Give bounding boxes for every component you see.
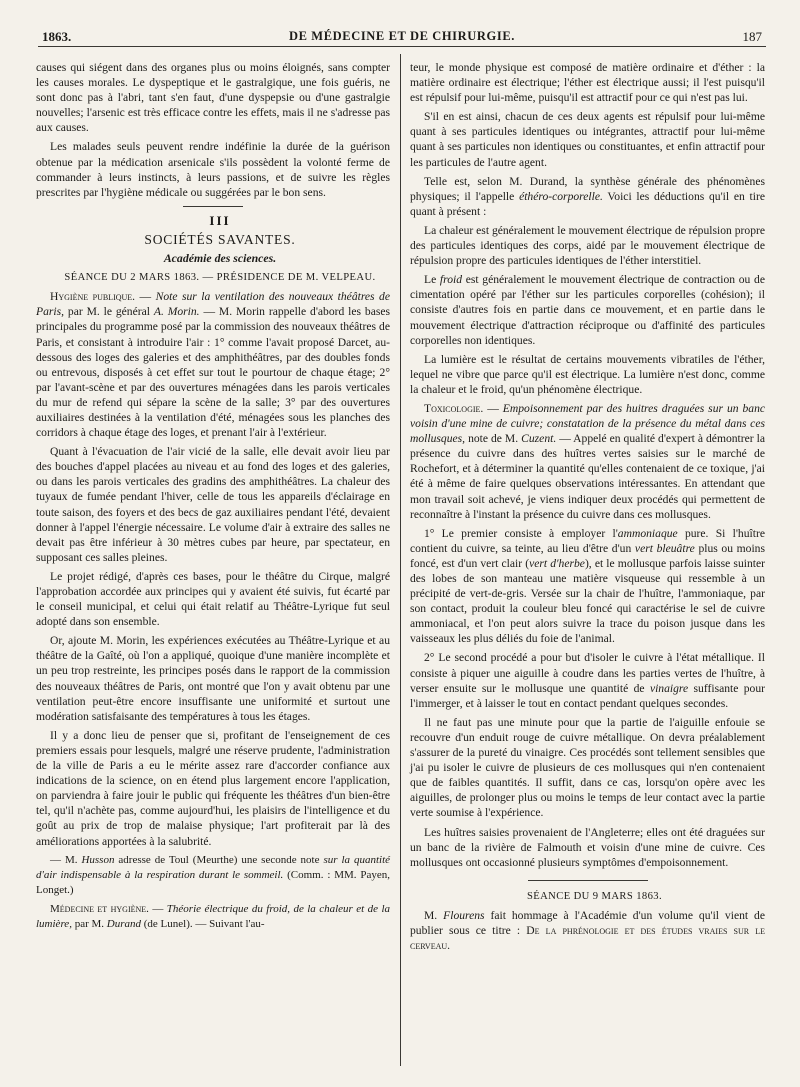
column-divider <box>400 54 401 1066</box>
text-run: Voici les déductions qu'il en tire quant à présent : <box>410 189 765 218</box>
text-run: — Appelé en qualité d'expert à démontrer la présence du cuivre dans des huîtres vertes saisies sur le marché de Rochefort, et à déterminer la quantité qu'elles contenaient de ce toxique, j'ai été à même de faire quelques observations intéressantes. En attendant que mon travail soit achevé, je viens indiquer deux procédés qui permettent de reconnaître à l'instant la présence du cuivre dans ces mollusques. <box>410 432 765 521</box>
paragraph: causes qui siégent dans des organes plus ou moins éloignés, sans compter les causes morales. Le dyspeptique et le gastralgique, une fois guéris, ne sont donc pas à l'abri, tant s'en faut, d'une dyspepsie ou d'une gastralgie nouvelles; l'arsenic est très efficace contre les effets, mais il ne s'adresse pas aux causes. <box>36 61 390 135</box>
paragraph <box>410 174 765 219</box>
term: vinaigre <box>649 681 689 695</box>
text-run: — M. <box>50 853 78 866</box>
paragraph <box>410 401 765 522</box>
note-title: Empoisonnement par des huitres draguées sur un banc voisin d'une mine de cuivre; constatation de la présence du métal dans ces mollusques, <box>410 401 766 446</box>
header-title: DE MÉDECINE ET DE CHIRURGIE. <box>289 29 515 43</box>
rubric-label: Toxicologie. — <box>424 401 499 415</box>
left-column <box>36 60 390 936</box>
rubric-label: Hygiène publique. — <box>50 290 152 304</box>
text-run: est généralement le mouvement électrique de contraction ou de cimentation opéré par l'éther sur les particules corporelles (cohésion); il consiste d'autres fois en partie dans ce mouvement, et en partie dans le mouvement électrique d'attraction réciproque ou d'affinité des particules corporelles non identiques. <box>410 273 765 347</box>
paragraph <box>36 853 390 898</box>
author-name: Flourens <box>443 908 485 922</box>
seance-heading: SÉANCE DU 9 MARS 1863. <box>526 890 663 902</box>
rubric-label: Médecine et hygiène. — <box>50 902 164 915</box>
page-header <box>38 26 766 47</box>
commission: (Comm. : MM. Payen, Longet.) <box>36 868 390 896</box>
paragraph <box>410 650 765 710</box>
author-name: Cuzent. <box>521 432 557 446</box>
text-run: plus ou moins foncé, est d'un vert clair ( <box>410 541 765 570</box>
text-run: adresse de Toul (Meurthe) une seconde note <box>118 853 320 866</box>
author-name: A. Morin. <box>153 305 200 319</box>
paragraph <box>36 902 390 932</box>
paragraph: La chaleur est généralement le mouvement électrique de répulsion propre des particules identiques des corps, aidé par le mouvement électrique de répulsion propre des particules identiques de l'éther interstitiel. <box>410 223 765 268</box>
paragraph: La lumière est le résultat de certains mouvements vibratiles de l'éther, lequel ne vibre que parce qu'il est électrique. La lumière n'est donc, comme la chaleur et le froid, qu'un phénomène électrique. <box>410 352 765 396</box>
paragraph: Or, ajoute M. Morin, les expériences exécutées au Théâtre-Lyrique et au théâtre de la Gaîté, où l'on a appliqué, quoique d'une manière incomplète et un peu trop restreinte, les principes posés dans le rapport de la commission des nouveaux théâtres de Paris, ont montré que l'on y avait obtenu par une ventilation peut-être encore insuffisante une uniformité et surtout une modération satisfaisante des températures à tous les étages. <box>36 634 390 723</box>
term: froid <box>439 273 463 287</box>
text-run: pure. Si l'huître contient du cuivre, sa teinte, au lieu d'être d'un <box>410 526 765 555</box>
term: ammoniaque <box>617 526 678 540</box>
paragraph: Les malades seuls peuvent rendre indéfinie la durée de la guérison obtenue par la médication arsenicale s'ils possèdent la volonté ferme de commander à leurs instincts, à leurs passions, et de suivre les règles prescrites par l'hygiène médicale ou suggérées par le bon sens. <box>36 140 390 199</box>
section-number: III <box>209 212 231 228</box>
section-title: SOCIÉTÉS SAVANTES. <box>144 231 296 247</box>
right-column <box>410 60 765 957</box>
header-year: 1863. <box>42 29 72 44</box>
note-title: sur la quantité d'air indispensable à la respiration durant le sommeil. <box>36 853 391 881</box>
page-number: 187 <box>742 29 762 44</box>
text-run: Telle est, selon M. Durand, la synthèse générale des phénomènes physiques; il l'appelle <box>410 174 765 203</box>
paragraph <box>36 289 390 440</box>
text-run: 2° Le second procédé a pour but d'isoler le cuivre à l'état métallique. Il consiste à piquer une aiguille à coudre dans les parties vertes de l'huître, à verser ensuite sur le mollusque une quantité de <box>410 651 765 695</box>
text-run: — M. Morin rappelle d'abord les bases principales du programme posé par la commission des nouveaux théâtres de Paris, et consistant à introduire l'air : 1° comme l'avait proposé Darcet, au-dessous des loges des galeries et des amphithéâtres, par des doubles fonds ou entrevous, disposés à cet effet sur tout le pourtour de chaque étage; 2° par l'avant-scène et par des ouvertures ménagées dans les parois verticales du mur de refend qui sépare la scène de la salle; 3° par des ouvertures auxiliaires destinées à la ventilation d'été, ménagées sous les planches des corridors à chaque étage des loges, et prenant l'air à l'extérieur. <box>36 305 391 440</box>
text-run: suffisante pour l'immerger, et à laisser le tout en contact pendant quelques secondes. <box>410 681 766 710</box>
term: vert d'herbe <box>529 556 585 570</box>
paragraph: Les huîtres saisies provenaient de l'Angleterre; elles ont été draguées sur un banc de la rivière de Falmouth et voisin d'une mine de cuivre. Ces mollusques ont occasionné plusieurs symptômes d'empoisonnement. <box>410 825 765 869</box>
paragraph <box>410 272 765 347</box>
author-name: Husson <box>81 853 115 866</box>
paragraph <box>410 526 765 647</box>
text-run: (de Lunel). — Suivant l'au- <box>143 917 265 930</box>
paragraph: Quant à l'évacuation de l'air vicié de la salle, elle devait avoir lieu par des bouches d'appel placées au niveau et au fond des loges et des galeries, ou dans les parois verticales des gradins des amphithéâtres. La chaleur des tuyaux de fumée pendant l'hiver, celle de tous les appareils d'éclairage en toute saison, des foyers et des becs de gaz auxiliaires pendant l'été, devaient donner à l'appel l'énergie nécessaire. Le volume d'air à extraire des salles ne devait pas être inférieur à 30 mètres cubes par heure, par spectateur, en supposant ces salles pleines. <box>36 445 390 564</box>
paragraph <box>410 908 765 953</box>
text-run: note de M. <box>468 432 519 446</box>
paragraph: S'il en est ainsi, chacun de ces deux agents est répulsif pour lui-même quant à ses particules identiques ou intégrantes, attractif pour lui-même quant à ses particules non identiques ou constituantes, et enfin attractif pour les particules de l'autre agent. <box>410 110 765 169</box>
section-rule <box>183 206 243 207</box>
text-run: par M. <box>74 917 105 930</box>
text-run: fait hommage à l'Académie d'un volume qu'il vient de publier sous ce titre : <box>410 908 765 937</box>
seance-rule <box>528 880 648 881</box>
text-run: Le <box>424 273 437 287</box>
seance-heading: SÉANCE DU 2 MARS 1863. — PRÉSIDENCE DE M. VELPEAU. <box>64 272 376 284</box>
paragraph: Le projet rédigé, d'après ces bases, pour le théâtre du Cirque, malgré l'approbation accordée aux principes qui y avaient été suivis, fut écarté par le conseil municipal, et celui qui était relatif au Théâtre-Lyrique fut seul adopté dans son ensemble. <box>36 569 390 629</box>
text-run: M. <box>424 908 438 922</box>
text-run: 1° Le premier consiste à employer l' <box>424 526 618 540</box>
note-title: Théorie électrique du froid, de la chaleur et de la lumière, <box>36 902 390 930</box>
text-run: ), et le mollusque parfois laisse suinter des lobes de son manteau une matière visqueuse qui ressemble à un précipité de vert-de-gris. Versée sur la chair de l'huître, l'ammoniaque, par son contact, produit la couleur bleu foncé qui caractérise le sel de cuivre ammoniacal, et l'on peut alors suivre la trace du poison jusque dans les vaisseaux les plus déliés du foie de l'animal. <box>410 556 765 646</box>
subsection-title: Académie des sciences. <box>163 251 277 266</box>
author-name: Durand <box>106 917 142 930</box>
text-run: par M. le général <box>67 305 150 319</box>
note-title: Note sur la ventilation des nouveaux théâtres de Paris, <box>36 290 390 319</box>
term: éthéro-corporelle. <box>519 189 603 203</box>
paragraph: Il ne faut pas une minute pour que la partie de l'aiguille enfouie se recouvre d'un enduit rouge de cuivre métallique. On devra préalablement s'assurer de la pureté du vinaigre. Ces procédés sont tellement sensibles que j'ai pu isoler le cuivre de plusieurs de ces mollusques qui n'en contenaient que de faibles quantités. Il suffit, dans ce cas, lorsqu'on opère avec les aiguilles, de prolonger plus ou moins le temps de leur contact avec la partie verte soumise à l'expérience. <box>410 715 765 820</box>
book-title: De la phrénologie et des études vraies sur le cerveau. <box>410 923 766 953</box>
paragraph: Il y a donc lieu de penser que si, profitant de l'enseignement de ces premiers essais pour lesquels, malgré une réserve prudente, l'administration de la ville de Paris a eu le mérite assez rare d'accorder confiance aux indications de la science, on en étend plus largement encore l'application, on parviendra à faire jouir le public qui fréquente les théâtres d'un bien-être tel, qu'il n'achète pas, comme aujourd'hui, les plaisirs de l'intelligence et du goût au prix de trop de malaise physique; l'art profiterait par là des améliorations apportées à la salubrité. <box>36 728 390 848</box>
paragraph: teur, le monde physique est composé de matière ordinaire et d'éther : la matière ordinaire est électrique; l'éther est électrique aussi; il l'est puisqu'il est répulsif pour lui-même, puisqu'il est attractif pour ce qui n'est pas lui. <box>410 61 765 105</box>
term: vert bleuâtre <box>634 541 695 555</box>
